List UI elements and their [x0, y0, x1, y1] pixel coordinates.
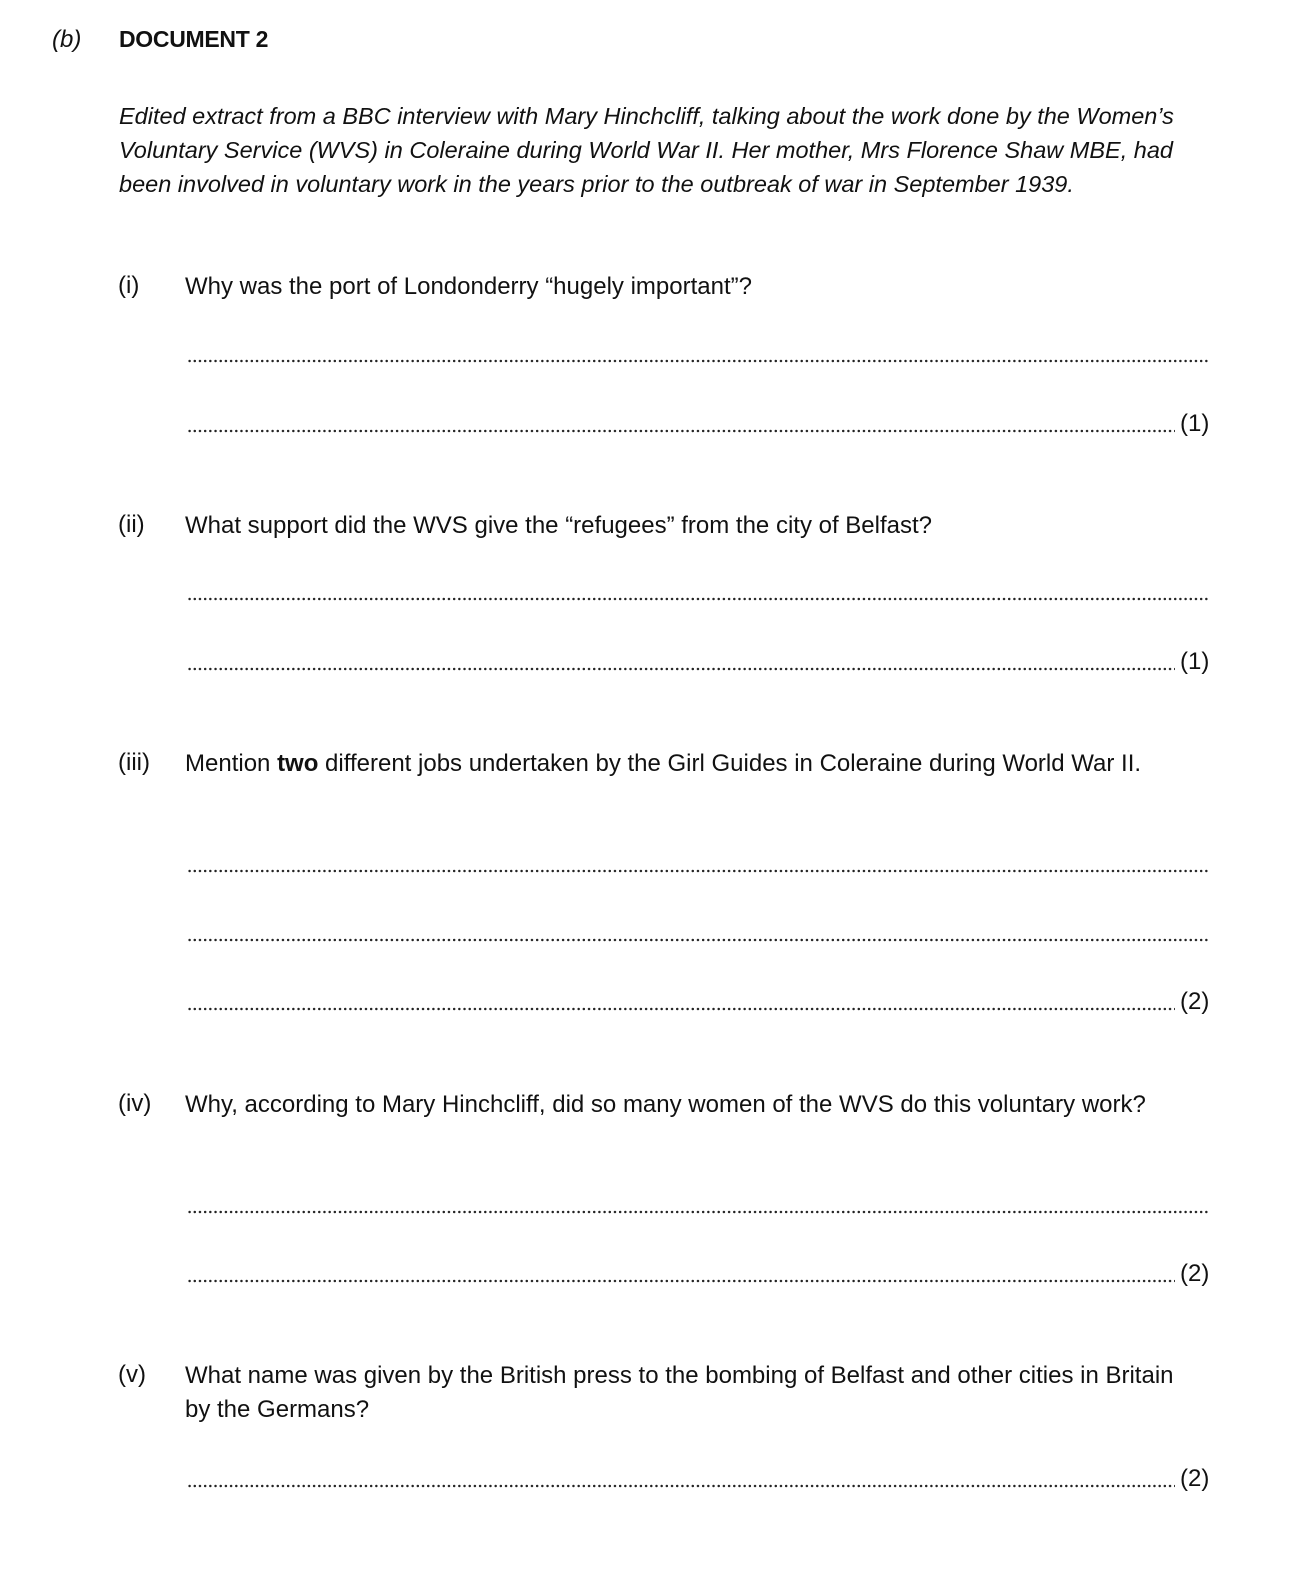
answer-line[interactable]: [187, 1007, 1175, 1011]
question-number: (ii): [118, 511, 145, 538]
question-text: Why, according to Mary Hinchcliff, did so many women of the WVS do this voluntary work?: [185, 1091, 1146, 1118]
answer-line[interactable]: [187, 1210, 1208, 1214]
marks-label: (2): [1180, 1465, 1210, 1492]
question-text-part: different jobs undertaken by the Girl Guides in Coleraine during World War II.: [318, 750, 1142, 777]
marks-label: (1): [1180, 648, 1210, 675]
marks-label: (2): [1180, 1260, 1210, 1287]
document-title: DOCUMENT 2: [119, 26, 269, 52]
answer-line[interactable]: [187, 429, 1175, 433]
answer-line[interactable]: [187, 938, 1208, 942]
question-number: (iii): [118, 749, 150, 776]
answer-line[interactable]: [187, 1279, 1175, 1283]
answer-line[interactable]: [187, 869, 1208, 873]
question-number: (iv): [118, 1090, 152, 1117]
answer-line[interactable]: [187, 359, 1208, 363]
question-text: What name was given by the British press to the bombing of Belfast and other cities in Britain by the Germans?: [185, 1362, 1174, 1423]
marks-label: (1): [1180, 410, 1210, 437]
answer-line[interactable]: [187, 667, 1175, 671]
marks-label: (2): [1180, 988, 1210, 1015]
emphasis-word: two: [277, 750, 319, 777]
answer-line[interactable]: [187, 1484, 1175, 1488]
source-description: Edited extract from a BBC interview with Mary Hinchcliff, talking about the work done by the Women’s Voluntary Service (WVS) in Coleraine during World War II. Her mother, Mrs Florence Shaw MBE, had been involved in voluntary work in the years prior to the outbreak of war in September 1939.: [119, 103, 1174, 197]
question-text: What support did the WVS give the “refugees” from the city of Belfast?: [185, 512, 933, 539]
question-number: (v): [118, 1361, 146, 1388]
section-label: (b): [52, 26, 82, 53]
question-text-part: Mention: [185, 750, 278, 777]
answer-line[interactable]: [187, 597, 1208, 601]
question-text: Why was the port of Londonderry “hugely important”?: [185, 273, 752, 300]
question-text: [185, 747, 1185, 781]
question-number: (i): [118, 272, 140, 299]
